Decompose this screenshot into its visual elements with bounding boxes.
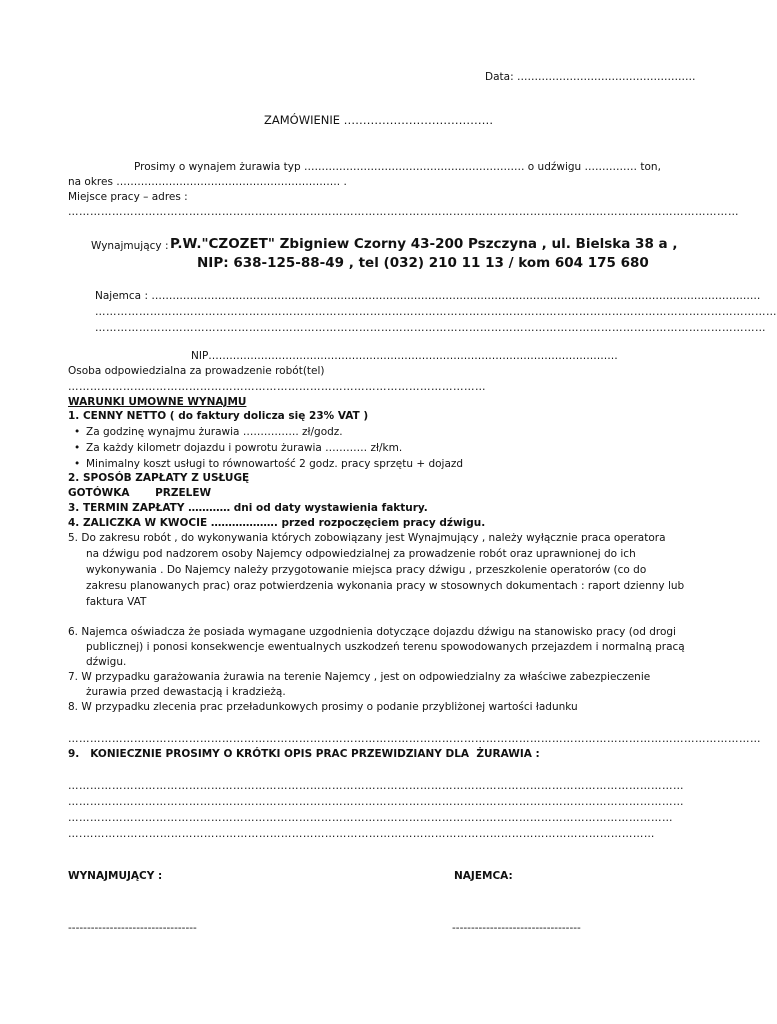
lessor-signature-line: ---------------------------------- — [68, 922, 197, 934]
responsible-person-dotted-line: …………………………………………………………………………………………………… — [68, 381, 486, 393]
section-7-line-1: 7. W przypadku garażowania żurawia na terenie Najemcy , jest on odpowiedzialny za właściwe zabezpieczenie — [68, 671, 651, 683]
section-1-net-prices: 1. CENNY NETTO ( do faktury dolicza się 23% VAT ) — [68, 410, 369, 422]
rental-period-line: na okres ………………………………………………………. . — [68, 176, 347, 188]
work-place-label: Miejsce pracy – adres : — [68, 191, 188, 203]
section-7-line-2: żurawia przed dewastacją i kradzieżą. — [86, 686, 286, 698]
description-line-1: …………………………………………………………………………………………………………………………………………………… — [68, 780, 684, 792]
page-title: ZAMÓWIENIE ………………………………… — [264, 113, 494, 127]
lessee-signature-label: NAJEMCA: — [454, 870, 513, 882]
lessee-signature-line: ---------------------------------- — [452, 922, 581, 934]
section-5-line-4: zakresu planowanych prac) oraz potwierdzenia wykonania pracy w stosownych dokumentach : raport dzienny lub — [86, 580, 685, 592]
description-line-2: …………………………………………………………………………………………………………………………………………………… — [68, 796, 684, 808]
section-8-cargo-value: 8. W przypadku zlecenia prac przeładunkowych prosimy o podanie przybliżonej wartości ładunku — [68, 701, 578, 713]
section-6-line-1: 6. Najemca oświadcza że posiada wymagane uzgodnienia dotyczące dojazdu dźwigu na stanowisko pracy (od drogi — [68, 626, 676, 638]
section-9-work-description: 9. KONIECZNIE PROSIMY O KRÓTKI OPIS PRAC PRZEWIDZIANY DLA ŻURAWIA : — [68, 748, 540, 760]
payment-options: GOTÓWKA PRZELEW — [68, 487, 212, 499]
terms-heading: WARUNKI UMOWNE WYNAJMU — [68, 396, 247, 408]
lessee-line-2: …………………………………………………………………………………………………………………………………………………………………… — [95, 306, 777, 318]
work-place-dotted-line: ………………………………………………………………………………………………………………………………………………………………… — [68, 206, 739, 218]
section-6-line-3: dźwigu. — [86, 656, 127, 668]
lessor-label: Wynajmujący : — [91, 240, 169, 252]
section-5-line-5: faktura VAT — [86, 596, 147, 608]
section-3-payment-term: 3. TERMIN ZAPŁATY ………… dni od daty wystawienia faktury. — [68, 502, 428, 514]
bullet-km-rate: • Za każdy kilometr dojazdu i powrotu żurawia ………… zł/km. — [86, 442, 402, 455]
description-line-4: ….………………………………………………………………………………………………………………………………………… — [68, 828, 655, 840]
date-field: Data: …………………………………………… — [485, 71, 696, 83]
section-5-line-3: wykonywania . Do Najemcy należy przygotowanie miejsca pracy dźwigu , przeszkolenie operatorów (co do — [86, 564, 647, 576]
lessee-line-3: ………………………………………………………………………………………………………………………………………………………………… — [95, 322, 766, 334]
responsible-person-label: Osoba odpowiedzialna za prowadzenie robót(tel) — [68, 365, 325, 377]
section-6-line-2: publicznej) i ponosi konsekwencje ewentualnych uszkodzeń terenu spowodowanych przejazdem i normalną pracą — [86, 641, 685, 653]
nip-field: NIP……………………………………………………………………………………………………… — [191, 350, 618, 362]
description-line-3: ………………………………………………………………………………………………………………………………………………… — [68, 812, 673, 824]
request-crane-line: Prosimy o wynajem żurawia typ ……………………………………………………… o udźwigu …………… ton, — [134, 161, 661, 173]
section-2-payment-method: 2. SPOSÓB ZAPŁATY Z USŁUGĘ — [68, 472, 250, 484]
section-5-line-2: na dźwigu pod nadzorem osoby Najemcy odpowiedzialnej za prowadzenie robót oraz uprawnionej do ich — [86, 548, 636, 560]
lessor-nip-phone: NIP: 638-125-88-49 , tel (032) 210 11 13 / kom 604 175 680 — [197, 255, 649, 271]
bullet-hourly-rate: • Za godzinę wynajmu żurawia ……………. zł/godz. — [86, 426, 343, 439]
lessee-line-1: Najemca : ………………………………………………………………………………………………………………………………………………………… — [95, 290, 761, 302]
lessor-signature-label: WYNAJMUJĄCY : — [68, 870, 163, 882]
section-5-line-1: 5. Do zakresu robót , do wykonywania których zobowiązany jest Wynajmujący , należy wyłącznie praca operatora — [68, 532, 666, 544]
bullet-minimum-cost: • Minimalny koszt usługi to równowartość 2 godz. pracy sprzętu + dojazd — [86, 458, 463, 471]
section-8-dotted-line: ……………………………………………………………………………………………………………………………………………………………………… — [68, 733, 761, 745]
section-4-advance-payment: 4. ZALICZKA W KWOCIE ………………. przed rozpoczęciem pracy dźwigu. — [68, 517, 486, 529]
lessor-name: P.W."CZOZET" Zbigniew Czorny 43-200 Pszczyna , ul. Bielska 38 a , — [170, 236, 678, 252]
